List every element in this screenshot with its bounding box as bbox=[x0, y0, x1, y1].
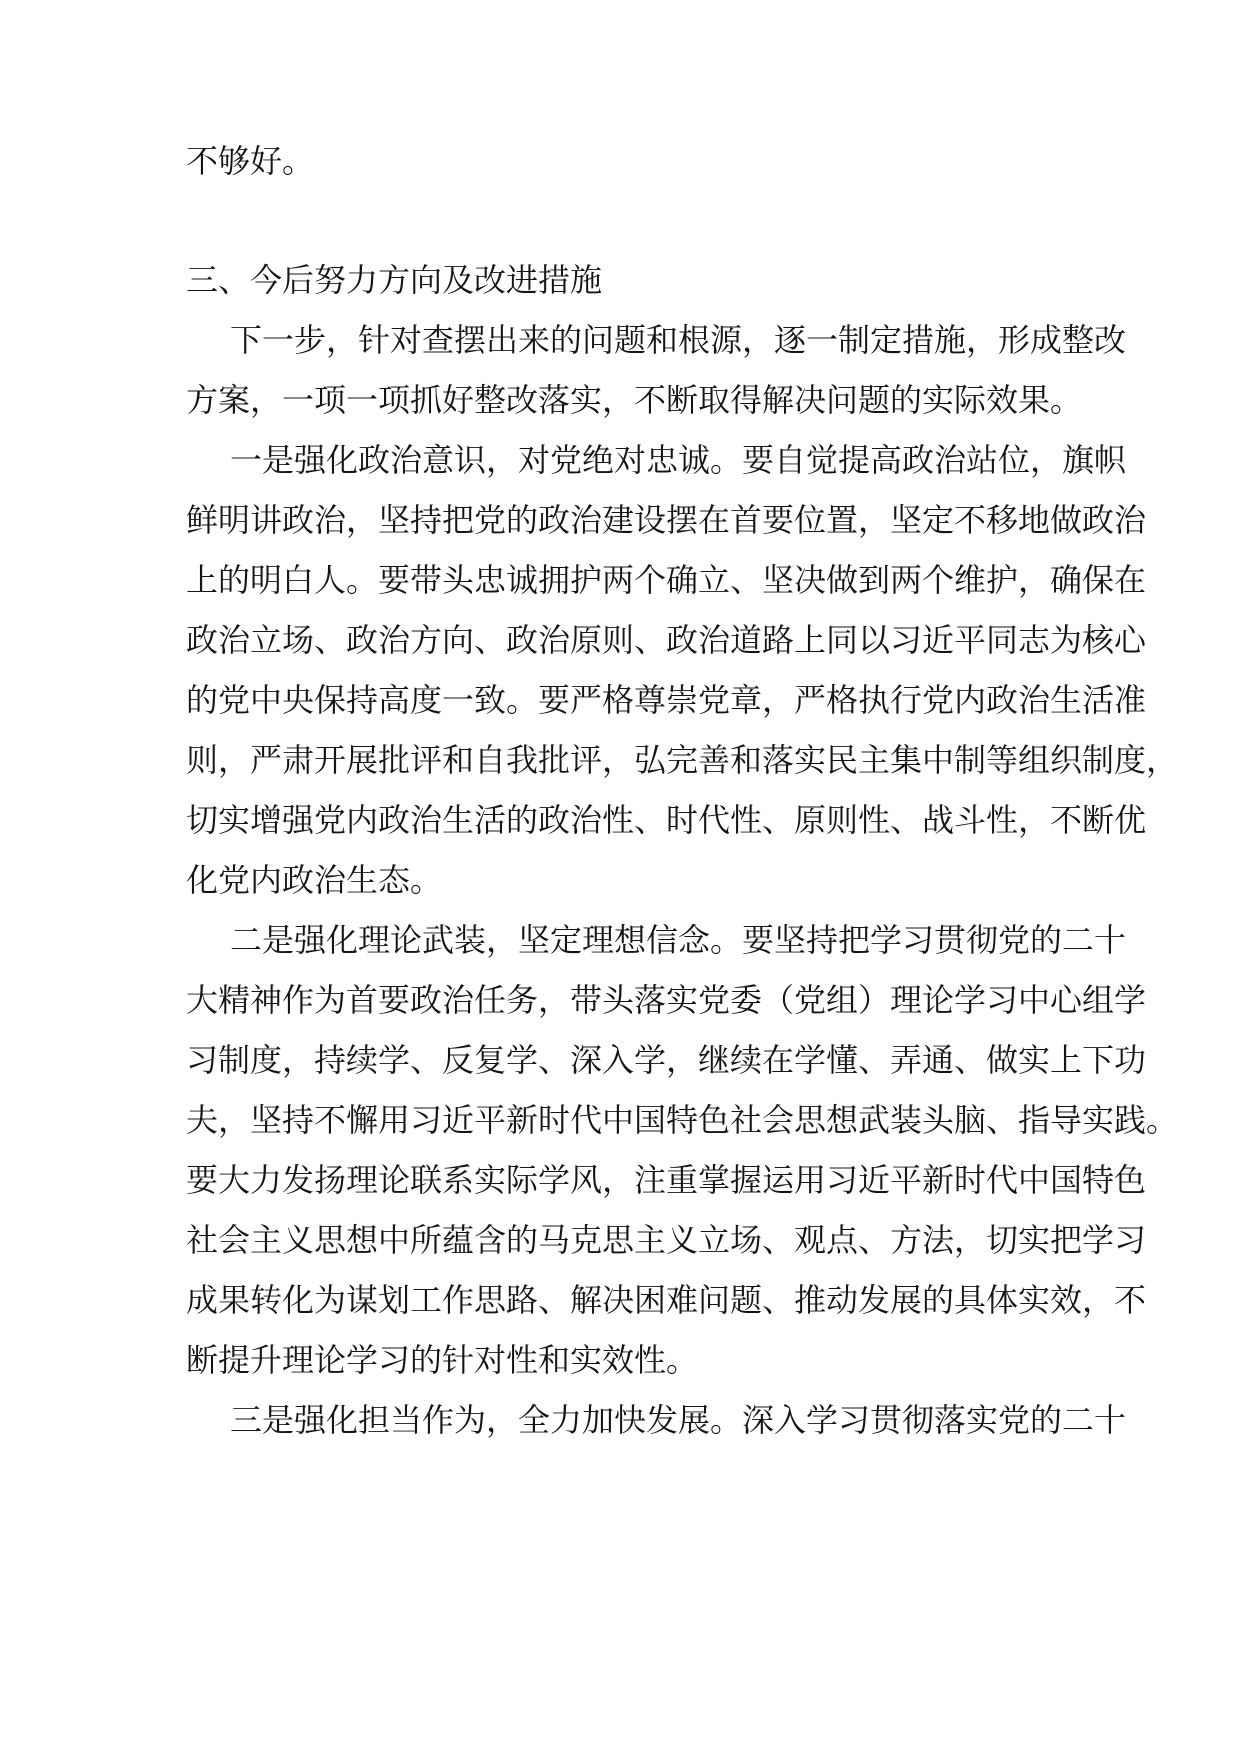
point-one-line: 上的明白人。要带头忠诚拥护两个确立、坚决做到两个维护，确保在 bbox=[186, 561, 1147, 599]
point-one-line: 鲜明讲政治，坚持把党的政治建设摆在首要位置，坚定不移地做政治 bbox=[186, 501, 1147, 539]
intro-line: 方案，一项一项抓好整改落实，不断取得解决问题的实际效果。 bbox=[186, 381, 1083, 419]
section-heading: 三、今后努力方向及改进措施 bbox=[186, 261, 603, 299]
point-two-line: 断提升理论学习的针对性和实效性。 bbox=[186, 1341, 699, 1379]
point-three-line: 三是强化担当作为，全力加快发展。深入学习贯彻落实党的二十 bbox=[230, 1401, 1127, 1439]
point-two-line: 习制度，持续学、反复学、深入学，继续在学懂、弄通、做实上下功 bbox=[186, 1041, 1147, 1079]
point-one-line: 切实增强党内政治生活的政治性、时代性、原则性、战斗性，不断优 bbox=[186, 801, 1147, 839]
point-one-line: 的党中央保持高度一致。要严格尊崇党章，严格执行党内政治生活准 bbox=[186, 681, 1147, 719]
point-two-line: 社会主义思想中所蕴含的马克思主义立场、观点、方法，切实把学习 bbox=[186, 1221, 1147, 1259]
point-one-line: 政治立场、政治方向、政治原则、政治道路上同以习近平同志为核心 bbox=[186, 621, 1147, 659]
point-one-line: 则，严肃开展批评和自我批评，弘完善和落实民主集中制等组织制度， bbox=[186, 741, 1179, 779]
point-two-line: 成果转化为谋划工作思路、解决困难问题、推动发展的具体实效，不 bbox=[186, 1281, 1147, 1319]
point-one-line: 一是强化政治意识，对党绝对忠诚。要自觉提高政治站位，旗帜 bbox=[230, 441, 1127, 479]
point-two-line: 二是强化理论武装，坚定理想信念。要坚持把学习贯彻党的二十 bbox=[230, 921, 1127, 959]
paragraph-tail-line: 不够好。 bbox=[186, 142, 315, 180]
point-two-line: 夫，坚持不懈用习近平新时代中国特色社会思想武装头脑、指导实践。 bbox=[186, 1101, 1179, 1139]
point-two-line: 大精神作为首要政治任务，带头落实党委（党组）理论学习中心组学 bbox=[186, 981, 1147, 1019]
point-two-line: 要大力发扬理论联系实际学风，注重掌握运用习近平新时代中国特色 bbox=[186, 1161, 1147, 1199]
point-one-line: 化党内政治生态。 bbox=[186, 861, 443, 899]
intro-line: 下一步，针对查摆出来的问题和根源，逐一制定措施，形成整改 bbox=[230, 321, 1127, 359]
